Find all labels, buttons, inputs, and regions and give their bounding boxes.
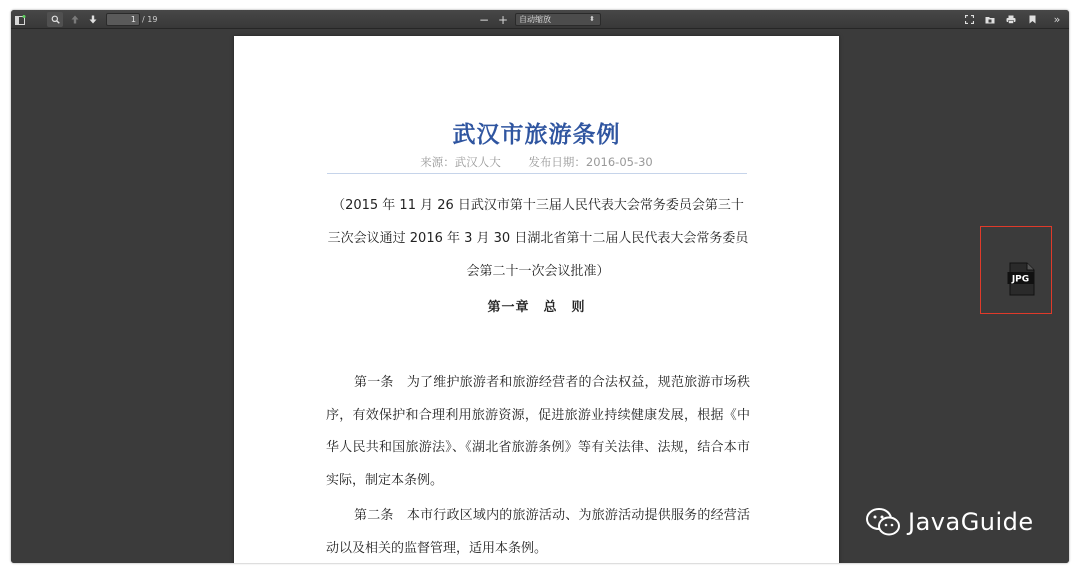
next-page-icon[interactable] (86, 12, 100, 27)
document-publish-date: 发布日期：2016-05-30 (528, 155, 653, 169)
document-preamble: （2015 年 11 月 26 日武汉市第十三届人民代表大会常务委员会第三十三次会议通过 2016 年 3 月 30 日湖北省第十二届人民代表大会常务委员会第二十一次会议批准） (327, 198, 749, 279)
presentation-mode-icon[interactable] (962, 12, 976, 27)
chevron-updown-icon: ⬍ (589, 15, 595, 23)
bookmark-icon[interactable] (1025, 12, 1039, 27)
wechat-icon (866, 508, 900, 536)
page-number-input[interactable]: 1 (106, 13, 140, 26)
search-icon[interactable] (47, 12, 63, 27)
toolbar (11, 10, 1069, 29)
document-source: 来源：武汉人大 (420, 155, 501, 169)
open-file-icon[interactable] (983, 12, 997, 27)
tools-menu-icon[interactable]: » (1053, 13, 1061, 26)
document-meta (234, 154, 839, 170)
chapter-heading: 第一章 总 则 (487, 300, 586, 315)
zoom-out-button[interactable]: − (478, 12, 490, 27)
page-count: / 19 (142, 15, 158, 24)
print-icon[interactable] (1004, 12, 1018, 27)
watermark (866, 508, 1034, 536)
watermark-text: JavaGuide (908, 508, 1034, 536)
jpg-download-highlight[interactable] (980, 226, 1052, 314)
zoom-in-button[interactable]: + (497, 12, 509, 27)
document-viewer[interactable] (11, 30, 1069, 563)
article-2: 第二条 本市行政区域内的旅游活动、为旅游活动提供服务的经营活动以及相关的监督管理，适用本条例。 (326, 508, 750, 556)
pdf-viewer-window (11, 10, 1069, 563)
jpg-file-label: JPG (1011, 274, 1030, 285)
sidebar-toggle-icon[interactable] (13, 12, 27, 27)
jpg-file-icon[interactable] (1007, 262, 1037, 300)
zoom-select[interactable] (515, 13, 601, 26)
previous-page-icon[interactable] (68, 12, 82, 27)
article-1: 第一条 为了维护旅游者和旅游经营者的合法权益，规范旅游市场秩序，有效保护和合理利用旅游资源，促进旅游业持续健康发展，根据《中华人民共和国旅游法》、《湖北省旅游条例》等有关法律、法规，结合本市实际，制定本条例。 (326, 375, 750, 488)
zoom-select-value: 自动缩放 (519, 15, 551, 24)
title-divider (327, 173, 747, 174)
pdf-page (234, 36, 839, 563)
document-title: 武汉市旅游条例 (452, 122, 621, 148)
